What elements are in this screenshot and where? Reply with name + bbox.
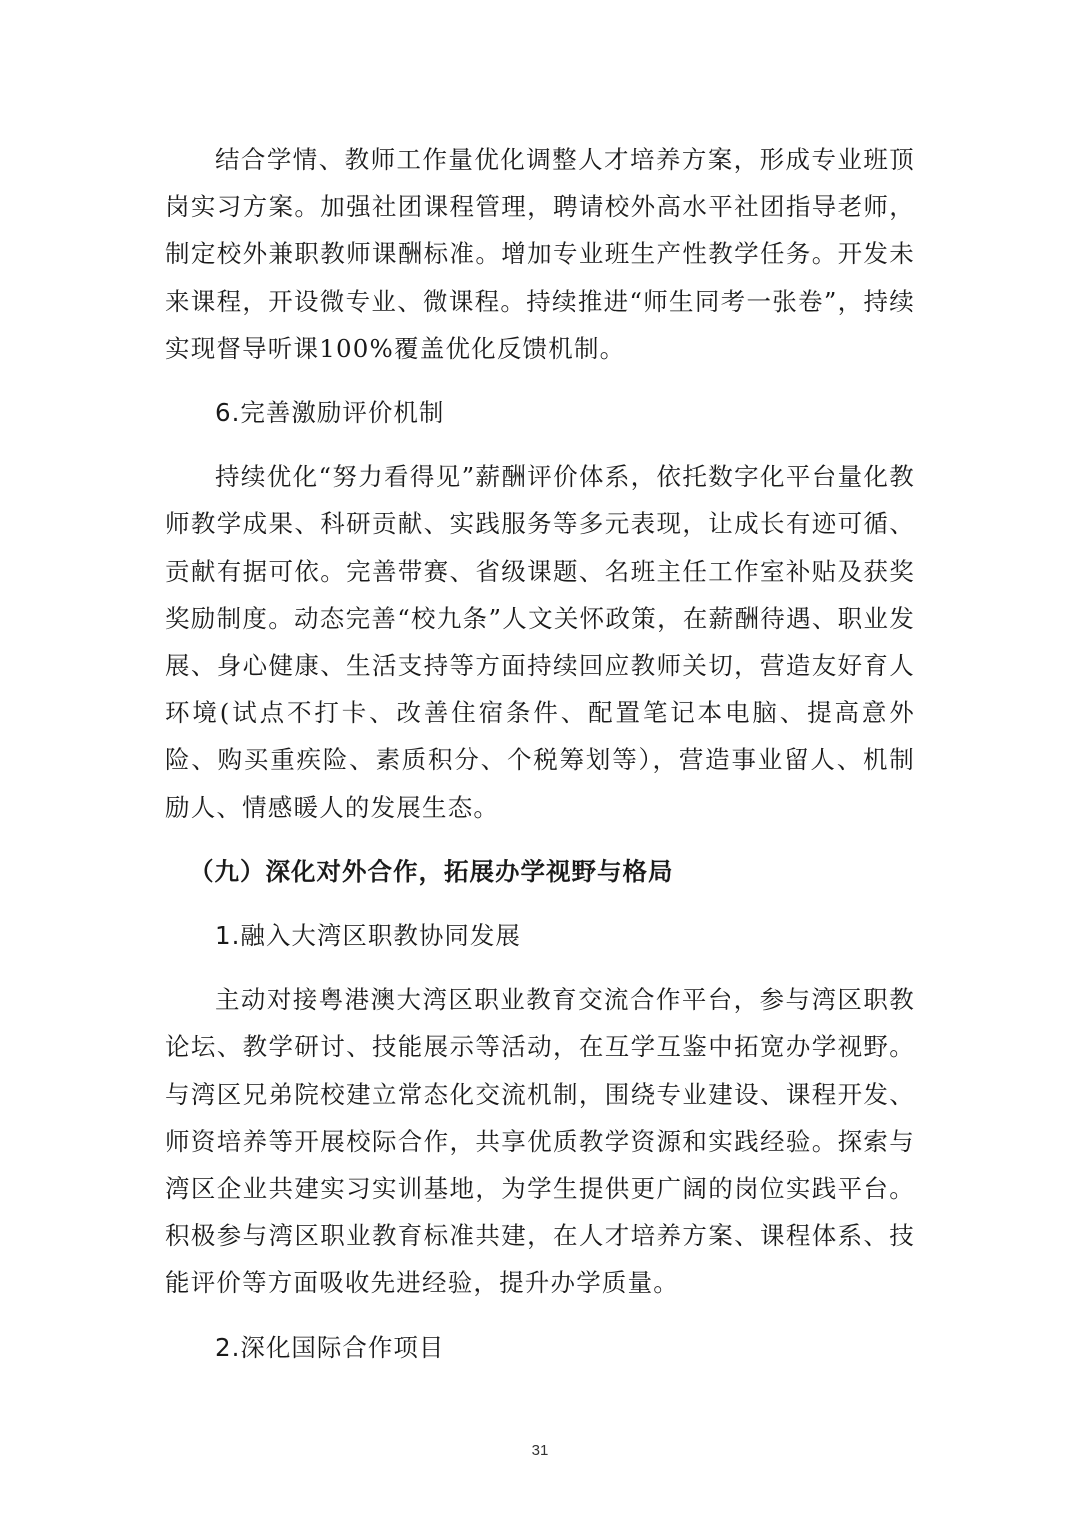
paragraph-talent-cultivation: 结合学情、教师工作量优化调整人才培养方案，形成专业班顶岗实习方案。加强社团课程管理，聘请校外高水平社团指导老师，制定校外兼职教师课酬标准。增加专业班生产性教学任务。开发未来课程，开设微专业、微课程。持续推进“师生同考一张卷”，持续实现督导听课100%覆盖优化反馈机制。 bbox=[165, 145, 915, 363]
paragraph-greater-bay-area: 主动对接粤港澳大湾区职业教育交流合作平台，参与湾区职教论坛、教学研讨、技能展示等活动，在互学互鉴中拓宽办学视野。与湾区兄弟院校建立常态化交流机制，围绕专业建设、课程开发、师资培养等开展校际合作，共享优质教学资源和实践经验。探索与湾区企业共建实习实训基地，为学生提供更广阔的岗位实践平台。积极参与湾区职业教育标准共建，在人才培养方案、课程体系、技能评价等方面吸收先进经验，提升办学质量。 bbox=[165, 985, 915, 1298]
page-number: 31 bbox=[531, 1442, 549, 1459]
heading-greater-bay-area: 1.融入大湾区职教协同发展 bbox=[215, 921, 521, 951]
heading-international-cooperation: 2.深化国际合作项目 bbox=[215, 1332, 445, 1362]
paragraph-incentive-evaluation: 持续优化“努力看得见”薪酬评价体系，依托数字化平台量化教师教学成果、科研贡献、实践服务等多元表现，让成长有迹可循、贡献有据可依。完善带赛、省级课题、名班主任工作室补贴及获奖奖励制度。动态完善“校九条”人文关怀政策，在薪酬待遇、职业发展、身心健康、生活支持等方面持续回应教师关切，营造友好育人环境(试点不打卡、改善住宿条件、配置笔记本电脑、提高意外险、购买重疾险、素质积分、个税筹划等），营造事业留人、机制励人、情感暖人的发展生态。 bbox=[165, 462, 915, 822]
heading-incentive-evaluation: 6.完善激励评价机制 bbox=[215, 398, 445, 428]
section-heading-external-cooperation: （九）深化对外合作，拓展办学视野与格局 bbox=[189, 856, 674, 886]
document-body bbox=[165, 136, 915, 1371]
